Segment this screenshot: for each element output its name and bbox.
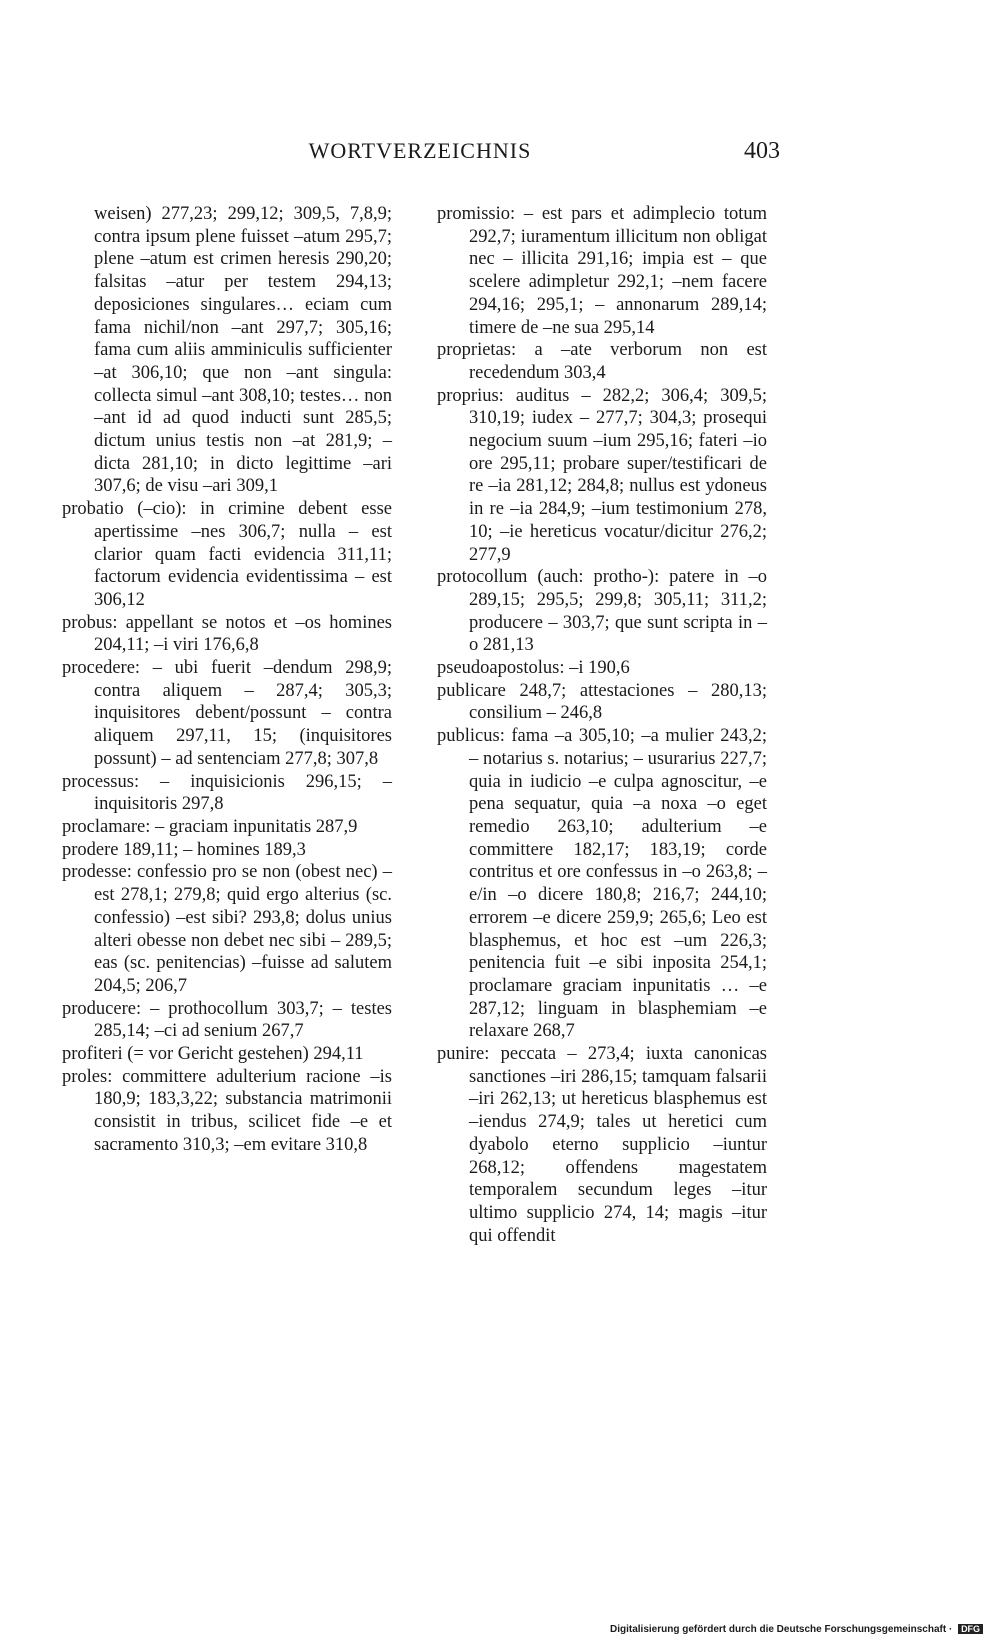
headword: protocollum (437, 567, 528, 588)
entry-references: : – graciam inpunitatis 287,9 (145, 816, 358, 837)
index-entry (437, 566, 767, 657)
index-entry (62, 771, 392, 816)
index-entry (437, 339, 767, 384)
headword: prodesse (62, 862, 127, 883)
entry-references: : committere adulterium racione –is 180,9; 183,3,22; substancia matrimonii consistit in tribus, scilicet fide –e et sacramento 310,3; –em evitare 310,8 (94, 1066, 392, 1155)
headword: proles (62, 1066, 108, 1087)
headword: probus (62, 612, 113, 633)
entry-references: : – prothocollum 303,7; – testes 285,14; –ci ad senium 267,7 (94, 998, 392, 1042)
entry-references: : a –ate verborum non est recedendum 303,4 (469, 340, 767, 383)
index-entry (437, 1043, 767, 1247)
entry-references: 248,7; attestaciones – 280,13; consilium – 246,8 (469, 680, 767, 724)
entry-references: (auch: protho-): patere in –o 289,15; 295,5; 299,8; 305,11; 311,2; producere – 303,7; que sunt scripta in –o 281,13 (469, 567, 767, 656)
dfg-logo: DFG (958, 1624, 983, 1634)
entry-references: : – est pars et adimplecio totum 292,7; iuramentum illicitum non obligat nec – illicita 291,16; impia est – que scelere adimpletur 292,1; –nem facere 294,16; 295,1; – annonarum 289,14; timere de –ne sua 295,14 (469, 204, 767, 338)
headword: profiteri (62, 1044, 123, 1065)
entry-references: (= vor Gericht gestehen) 294,11 (122, 1044, 364, 1065)
headword: proprietas (437, 340, 511, 361)
index-entry (437, 657, 767, 680)
footer-text: Digitalisierung gefördert durch die Deutsche Forschungsgemeinschaft · (610, 1624, 953, 1635)
headword: producere (62, 998, 136, 1019)
entry-references: weisen) 277,23; 299,12; 309,5, 7,8,9; contra ipsum plene fuisset –atum 295,7; plene –atum est crimen heresis 290,20; falsitas –atur per testem 294,13; deposiciones singulares… eciam cum fama nichil/non –ant 297,7; 305,16; fama cum aliis amminiculis sufficienter –at 306,10; que non –ant singula: collecta simul –ant 308,10; testes… non –ant id ad quod inducti sunt 285,5; dictum unius testis non –at 281,9; – dicta 281,10; in dicto legittime –ari 307,6; de visu –ari 309,1 (94, 204, 392, 497)
index-entry (437, 680, 767, 725)
index-entry (437, 385, 767, 567)
entry-references: : fama –a 305,10; –a mulier 243,2; – notarius s. notarius; – usurarius 227,7; quia in iudicio –e culpa agnoscitur, –e pena sequatur, quia –a noxa –o eget remedio 263,10; adulterium –e committere 182,17; 183,19; corde contritus et ore confessus in –o 263,8; –e/in –o dicere 180,8; 216,7; 244,10; errorem –e dicere 259,9; 265,6; Leo est blasphemus, et hoc est –um 226,3; penitencia fuit –e sibi inposita 254,1; proclamare graciam inpunitatis … –e 287,12; linguam in blasphemiam –e relaxare 268,7 (469, 726, 767, 1042)
index-entry (62, 498, 392, 612)
running-title: WORTVERZEICHNIS (308, 138, 532, 163)
headword: processus (62, 771, 134, 792)
index-entry (62, 612, 392, 657)
headword: promissio (437, 204, 510, 224)
index-entry (62, 657, 392, 771)
entry-references: : – ubi fuerit –dendum 298,9; contra aliquem – 287,4; 305,3; inquisitores debent/possunt – contra aliquem 297,11, 15; (inquisitores possunt) – ad sentenciam 277,8; 307,8 (94, 658, 392, 769)
entry-references: (–cio): in crimine debent esse apertissime –nes 306,7; nulla – est clarior quam facti evidencia 311,11; factorum evidencia evidentissima – est 306,12 (94, 499, 392, 610)
right-column (437, 203, 767, 1247)
entry-references: : –i 190,6 (559, 658, 630, 679)
headword: pseudoapostolus (437, 658, 560, 679)
page-header (60, 138, 780, 178)
headword: proprius (437, 385, 499, 406)
index-entry (437, 725, 767, 1043)
index-entry (62, 816, 392, 839)
entry-references: : appellant se notos et –os homines 204,11; –i viri 176,6,8 (94, 612, 392, 656)
headword: prodere (62, 839, 119, 860)
index-entry (62, 861, 392, 997)
entry-references: : auditus – 282,2; 306,4; 309,5; 310,19; iudex – 277,7; 304,3; prosequi negocium suum –ium 295,16; fateri –io ore 295,11; probare super/testificari de re –ia 281,12; 284,8; nullus est ydoneus in re –ia 284,9; –ium testimonium 278, 10; –ie hereticus vocatur/dicitur 276,2; 277,9 (469, 385, 767, 565)
index-entry (62, 998, 392, 1043)
page-number: 403 (744, 138, 780, 164)
entry-references: : peccata – 273,4; iuxta canonicas sanctiones –iri 286,15; tamquam falsarii –iri 262,13; ut hereticus blasphemus est –iendus 274,9; tales ut heretici cum dyabolo eterno supplicio –iuntur 268,12; offendens magestatem temporalem secundum leges –itur ultimo supplicio 274, 14; magis –itur qui offendit (469, 1044, 767, 1246)
headword: publicare (437, 680, 506, 701)
index-entry (437, 203, 767, 339)
headword: procedere (62, 658, 135, 679)
entry-references: 189,11; – homines 189,3 (118, 839, 306, 860)
headword: probatio (62, 499, 124, 520)
entry-references: : confessio pro se non (obest nec) –est 278,1; 279,8; quid ergo alterius (sc. confessio) –est sibi? 293,8; dolus unius alteri obesse non debet nec sibi – 289,5; eas (sc. penitencias) –fuisse ad salutem 204,5; 206,7 (94, 862, 392, 996)
index-entry (62, 1043, 392, 1066)
index-entry (62, 203, 392, 498)
headword: publicus (437, 726, 500, 747)
index-entry (62, 839, 392, 862)
footer-credit (610, 1624, 983, 1635)
entry-references: : – inquisicionis 296,15; – inquisitoris 297,8 (94, 771, 392, 815)
headword: proclamare (62, 816, 146, 837)
left-column (62, 203, 392, 1157)
headword: punire (437, 1044, 485, 1065)
index-entry (62, 1066, 392, 1157)
